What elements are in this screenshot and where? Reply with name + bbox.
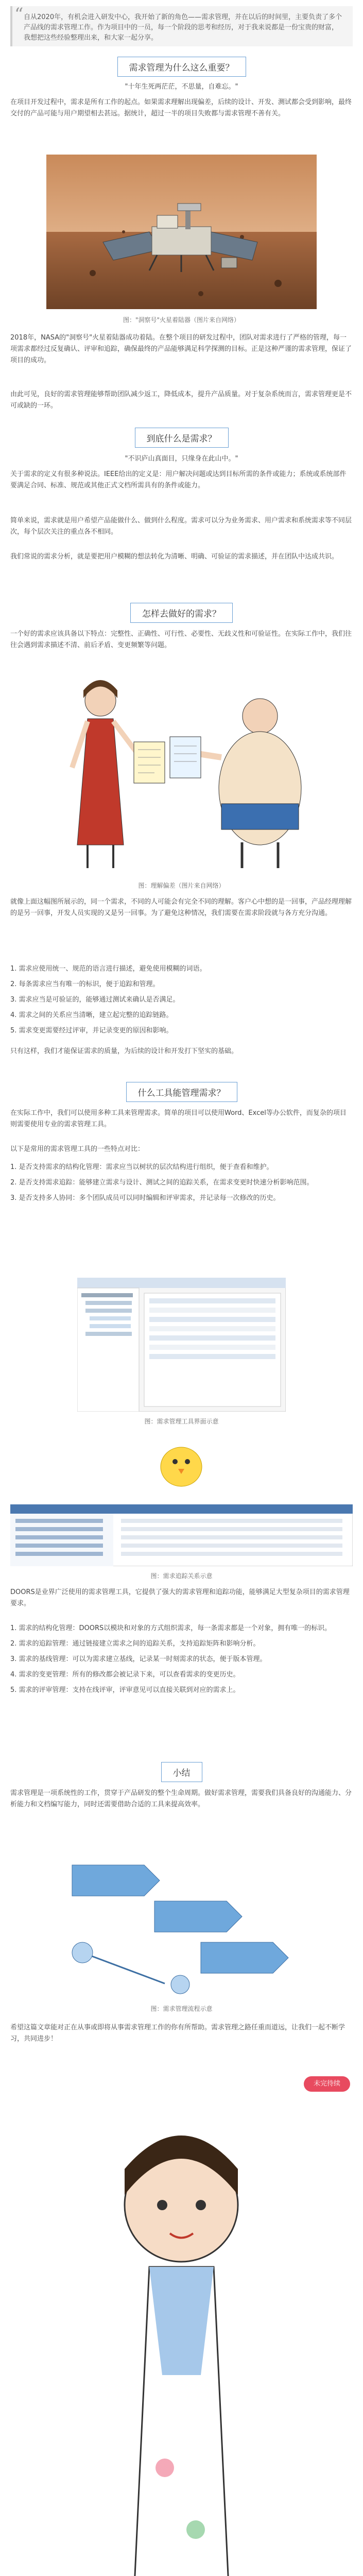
section-title-what: 到底什么是需求？ [0,428,363,448]
s5-paragraph-2: 希望这篇文章能对正在从事或即将从事需求管理工作的你有所帮助。需求管理之路任重而道远，让我们一起不断学习，共同进步！ [10,2024,345,2043]
s3-image-caption: 图：理解偏差（图片来自网络） [138,882,225,889]
list-item: 5. 需求的评审管理：支持在线评审，评审意见可以直接关联到对应的需求上。 [10,1686,240,1694]
cartoon-woman-image [98,2107,265,2576]
list-item: 3. 需求的基线管理：可以为需求建立基线，记录某一时刻需求的状态，便于版本管理。 [10,1655,267,1663]
list-item: 5. 需求变更需要经过评审，并记录变更的原因和影响。 [10,1027,173,1035]
s2-paragraph-2: 简单来说，需求就是用户希望产品能做什么、做到什么程度。需求可以分为业务需求、用户需求和系统需求等不同层次，每个层次关注的重点各不相同。 [10,517,352,536]
cartoon-misunderstanding-image [51,670,312,876]
s2-quote: "不识庐山真面目，只缘身在此山中。" [125,455,238,463]
list-item: 1. 需求应使用统一、规范的语言进行描述，避免使用模糊的词语。 [10,965,206,973]
section-title-summary: 小结 [0,1762,363,1782]
process-flow-image [62,1850,301,1999]
s1-paragraph-3: 由此可见，良好的需求管理能够帮助团队减少返工，降低成本，提升产品质量。对于复杂系统而言，需求管理更是不可或缺的一环。 [10,391,352,410]
s4-doors-feature-list [10,1623,353,1700]
s1-paragraph-1: 在项目开发过程中，需求是所有工作的起点。如果需求理解出现偏差，后续的设计、开发、测试都会受到影响，最终交付的产品可能与用户期望相去甚远。据统计，超过一半的项目失败都与需求管理不善有关。 [10,98,352,117]
intro-text: 自从2020年，有机会进入研发中心，我开始了新的角色——需求管理，并在以后的时间里，主要负责了多个产品线的需求管理工作。作为项目中的一员，每一个阶段的思考和经历，对于我来说都是一份宝贵的财富，我想把这些经验整理出来，和大家一起分享。 [24,13,342,42]
section-title-why: 需求管理为什么这么重要？ [0,57,363,77]
s3-paragraph-2: 就像上面这幅图所展示的，同一个需求，不同的人可能会有完全不同的理解。客户心中想的是一回事，产品经理理解的是另一回事，开发人员实现的又是另一回事。为了避免这种情况，我们需要在需求阶段就与各方充分沟通。 [10,898,352,917]
quote-mark-icon: “ [14,4,24,25]
s4-paragraph-2: 以下是常用的需求管理工具的一些特点对比： [10,1145,145,1153]
to-be-continued-badge: 未完待续 [304,2076,350,2092]
section-title-how: 怎样去做好的需求？ [0,603,363,623]
cartoon-chick-icon [149,1435,214,1492]
s1-paragraph-2: 2018年，NASA的"洞察号"火星着陆器成功着陆。在整个项目的研发过程中，团队对需求进行了严格的管理，每一项需求都经过反复确认、评审和追踪，确保最终的产品能够满足科学探测的目标。正是这种严谨的需求管理，保证了项目的成功。 [10,334,352,364]
s5-image-caption: 图：需求管理流程示意 [150,2005,213,2012]
list-item: 1. 是否支持需求的结构化管理：需求应当以树状的层次结构进行组织，便于查看和维护。 [10,1163,273,1171]
list-item: 4. 需求的变更管理：所有的修改都会被记录下来，可以查看需求的变更历史。 [10,1671,240,1679]
s3-paragraph-3: 只有这样，我们才能保证需求的质量，为后续的设计和开发打下坚实的基础。 [10,1047,238,1055]
intro-quote-box [10,6,353,46]
mars-lander-image [46,155,317,309]
list-item: 2. 需求的追踪管理：通过链接建立需求之间的追踪关系，支持追踪矩阵和影响分析。 [10,1640,260,1648]
s4-image-caption-1: 图：需求管理工具界面示意 [144,1418,219,1425]
s4-paragraph-3: DOORS是业界广泛使用的需求管理工具，它提供了强大的需求管理和追踪功能，能够满足大型复杂项目的需求管理要求。 [10,1588,350,1607]
s4-image-caption-2: 图：需求追踪关系示意 [150,1572,213,1580]
section-title-tools: 什么工具能管理需求？ [0,1082,363,1102]
list-item: 3. 是否支持多人协同：多个团队成员可以同时编辑和评审需求，并记录每一次修改的历史。 [10,1194,280,1202]
traceability-table-image [10,1504,353,1566]
list-item: 2. 每条需求应当有唯一的标识，便于追踪和管理。 [10,980,160,988]
s4-tool-feature-list [10,1162,353,1208]
tool-interface-image [77,1278,286,1412]
list-item: 2. 是否支持需求追踪：能够建立需求与设计、测试之间的追踪关系，在需求变更时快速分析影响范围。 [10,1179,314,1187]
s3-requirement-list [10,963,353,1041]
s4-paragraph-1: 在实际工作中，我们可以使用多种工具来管理需求。简单的项目可以使用Word、Excel等办公软件，而复杂的项目则需要使用专业的需求管理工具。 [10,1109,347,1128]
list-item: 3. 需求应当是可验证的，能够通过测试来确认是否满足。 [10,996,180,1004]
s2-paragraph-1: 关于需求的定义有很多种说法。IEEE给出的定义是：用户解决问题或达到目标所需的条件或能力；系统或系统部件要满足合同、标准、规范或其他正式文档所需具有的条件或能力。 [10,470,347,489]
s2-paragraph-3: 我们常说的需求分析，就是要把用户模糊的想法转化为清晰、明确、可验证的需求描述，并在团队中达成共识。 [10,553,339,561]
list-item: 4. 需求之间的关系应当清晰，建立起完整的追踪链路。 [10,1011,173,1019]
s1-quote: "十年生死两茫茫，不思量，自难忘。" [125,83,238,91]
s3-paragraph-1: 一个好的需求应该具备以下特点：完整性、正确性、可行性、必要性、无歧义性和可验证性。在实际工作中，我们往往会遇到需求描述不清、前后矛盾、变更频繁等问题。 [10,630,352,649]
s1-image-caption: 图："洞察号"火星着陆器（图片来自网络） [123,316,240,324]
list-item: 1. 需求的结构化管理：DOORS以模块和对象的方式组织需求，每一条需求都是一个对象，拥有唯一的标识。 [10,1624,332,1632]
s5-paragraph-1: 需求管理是一项系统性的工作，贯穿于产品研发的整个生命周期。做好需求管理，需要我们具备良好的沟通能力、分析能力和文档编写能力，同时还需要借助合适的工具来提高效率。 [10,1789,352,1808]
